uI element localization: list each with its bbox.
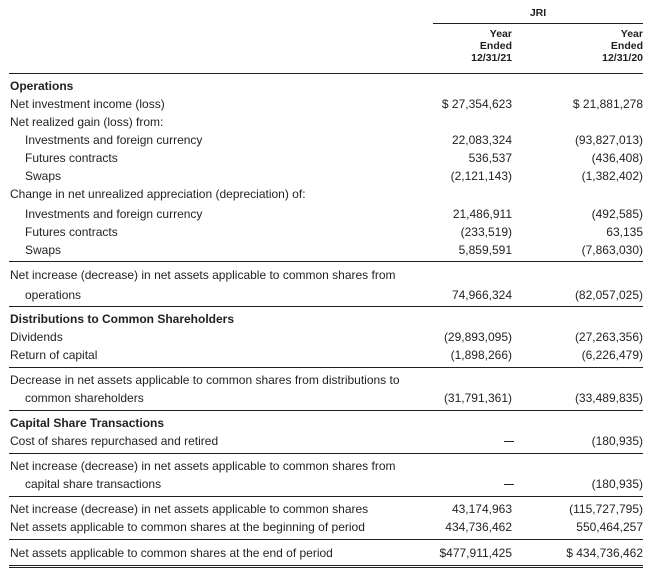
value-2020: (115,727,795) xyxy=(569,502,643,516)
col2-line3: 12/31/20 xyxy=(602,52,643,64)
row-label: Investments and foreign currency xyxy=(25,207,203,221)
row-label: Net increase (decrease) in net assets applicable to common shares from xyxy=(10,268,396,282)
row-label: Net investment income (loss) xyxy=(10,97,165,111)
row-label: Change in net unrealized appreciation (depreciation) of: xyxy=(10,187,306,201)
section-heading-operations: Operations xyxy=(10,79,74,93)
value-2020: $ 434,736,462 xyxy=(566,546,643,560)
value-2020: (436,408) xyxy=(591,151,643,165)
value-2020: (1,382,402) xyxy=(581,169,643,183)
row-label: Net realized gain (loss) from: xyxy=(10,115,164,129)
row-label: Swaps xyxy=(25,243,62,257)
table-row xyxy=(0,223,651,241)
value-2020: (180,935) xyxy=(591,477,643,491)
row-label: capital share transactions xyxy=(25,477,162,491)
row-divider xyxy=(9,539,643,540)
value-2021: 434,736,462 xyxy=(445,520,512,534)
value-2020: (492,585) xyxy=(591,207,643,221)
table-row xyxy=(0,286,651,304)
header-rule xyxy=(9,73,643,74)
col2-line1: Year xyxy=(620,28,643,40)
table-row xyxy=(0,544,651,562)
row-label: operations xyxy=(25,288,82,302)
row-divider xyxy=(9,453,643,454)
table-row xyxy=(0,149,651,167)
table-row xyxy=(0,346,651,364)
row-label: Futures contracts xyxy=(25,225,118,239)
value-2020: 550,464,257 xyxy=(576,520,643,534)
value-2021: 43,174,963 xyxy=(451,502,512,516)
fund-header-rule xyxy=(433,23,643,24)
table-row xyxy=(0,205,651,223)
row-label: Net assets applicable to common shares at the beginning of period xyxy=(10,520,365,534)
value-2020: (27,263,356) xyxy=(574,330,643,344)
value-2021: 22,083,324 xyxy=(451,133,512,147)
table-row xyxy=(0,241,651,259)
value-2021: (29,893,095) xyxy=(443,330,512,344)
value-2020: (180,935) xyxy=(591,434,643,448)
value-2020: $ 21,881,278 xyxy=(572,97,643,111)
table-row xyxy=(0,77,651,95)
total-double-rule xyxy=(9,565,643,568)
table-row xyxy=(0,131,651,149)
value-2020: (93,827,013) xyxy=(574,133,643,147)
value-2021: (233,519) xyxy=(460,225,512,239)
table-row xyxy=(0,328,651,346)
fund-header: JRI xyxy=(529,7,547,19)
table-row xyxy=(0,185,651,203)
row-label: Dividends xyxy=(10,330,63,344)
column-header-2020 xyxy=(533,28,643,64)
row-label: Net increase (decrease) in net assets applicable to common shares xyxy=(10,502,369,516)
row-divider xyxy=(9,410,643,411)
table-row xyxy=(0,95,651,113)
col1-line1: Year xyxy=(489,28,512,40)
table-row xyxy=(0,432,651,450)
table-row xyxy=(0,113,651,131)
value-2021: 5,859,591 xyxy=(458,243,512,257)
col1-line3: 12/31/21 xyxy=(471,52,512,64)
value-2021: 536,537 xyxy=(468,151,512,165)
row-label: Swaps xyxy=(25,169,62,183)
table-row xyxy=(0,371,651,389)
value-2020: (6,226,479) xyxy=(581,348,643,362)
row-label: Return of capital xyxy=(10,348,98,362)
col2-line2: Ended xyxy=(610,40,643,52)
col1-line2: Ended xyxy=(479,40,512,52)
section-heading-distributions: Distributions to Common Shareholders xyxy=(10,312,235,326)
row-divider xyxy=(9,496,643,497)
row-label: Cost of shares repurchased and retired xyxy=(10,434,219,448)
value-2021: $ 27,354,623 xyxy=(441,97,512,111)
table-row xyxy=(0,389,651,407)
row-label: Investments and foreign currency xyxy=(25,133,203,147)
value-2020: (33,489,835) xyxy=(574,391,643,405)
table-row xyxy=(0,500,651,518)
section-heading-capital: Capital Share Transactions xyxy=(10,416,165,430)
table-row xyxy=(0,167,651,185)
row-divider xyxy=(9,261,643,262)
row-label: Net assets applicable to common shares at the end of period xyxy=(10,546,333,560)
row-label: Decrease in net assets applicable to common shares from distributions to xyxy=(10,373,400,387)
table-row xyxy=(0,518,651,536)
row-divider xyxy=(9,367,643,368)
table-row xyxy=(0,414,651,432)
value-2021: 21,486,911 xyxy=(452,207,512,221)
value-2021: (1,898,266) xyxy=(450,348,512,362)
table-row xyxy=(0,310,651,328)
table-row xyxy=(0,475,651,493)
nil-dash xyxy=(504,484,514,485)
row-label: common shareholders xyxy=(25,391,144,405)
value-2020: 63,135 xyxy=(606,225,643,239)
row-label: Net increase (decrease) in net assets applicable to common shares from xyxy=(10,459,396,473)
value-2021: (31,791,361) xyxy=(443,391,512,405)
table-row xyxy=(0,457,651,475)
value-2020: (7,863,030) xyxy=(581,243,643,257)
value-2021: 74,966,324 xyxy=(451,288,512,302)
nil-dash xyxy=(504,441,514,442)
row-divider xyxy=(9,306,643,307)
value-2021: $477,911,425 xyxy=(439,546,512,560)
value-2020: (82,057,025) xyxy=(574,288,643,302)
table-row xyxy=(0,266,651,284)
column-header-2021 xyxy=(402,28,512,64)
value-2021: (2,121,143) xyxy=(450,169,512,183)
row-label: Futures contracts xyxy=(25,151,118,165)
